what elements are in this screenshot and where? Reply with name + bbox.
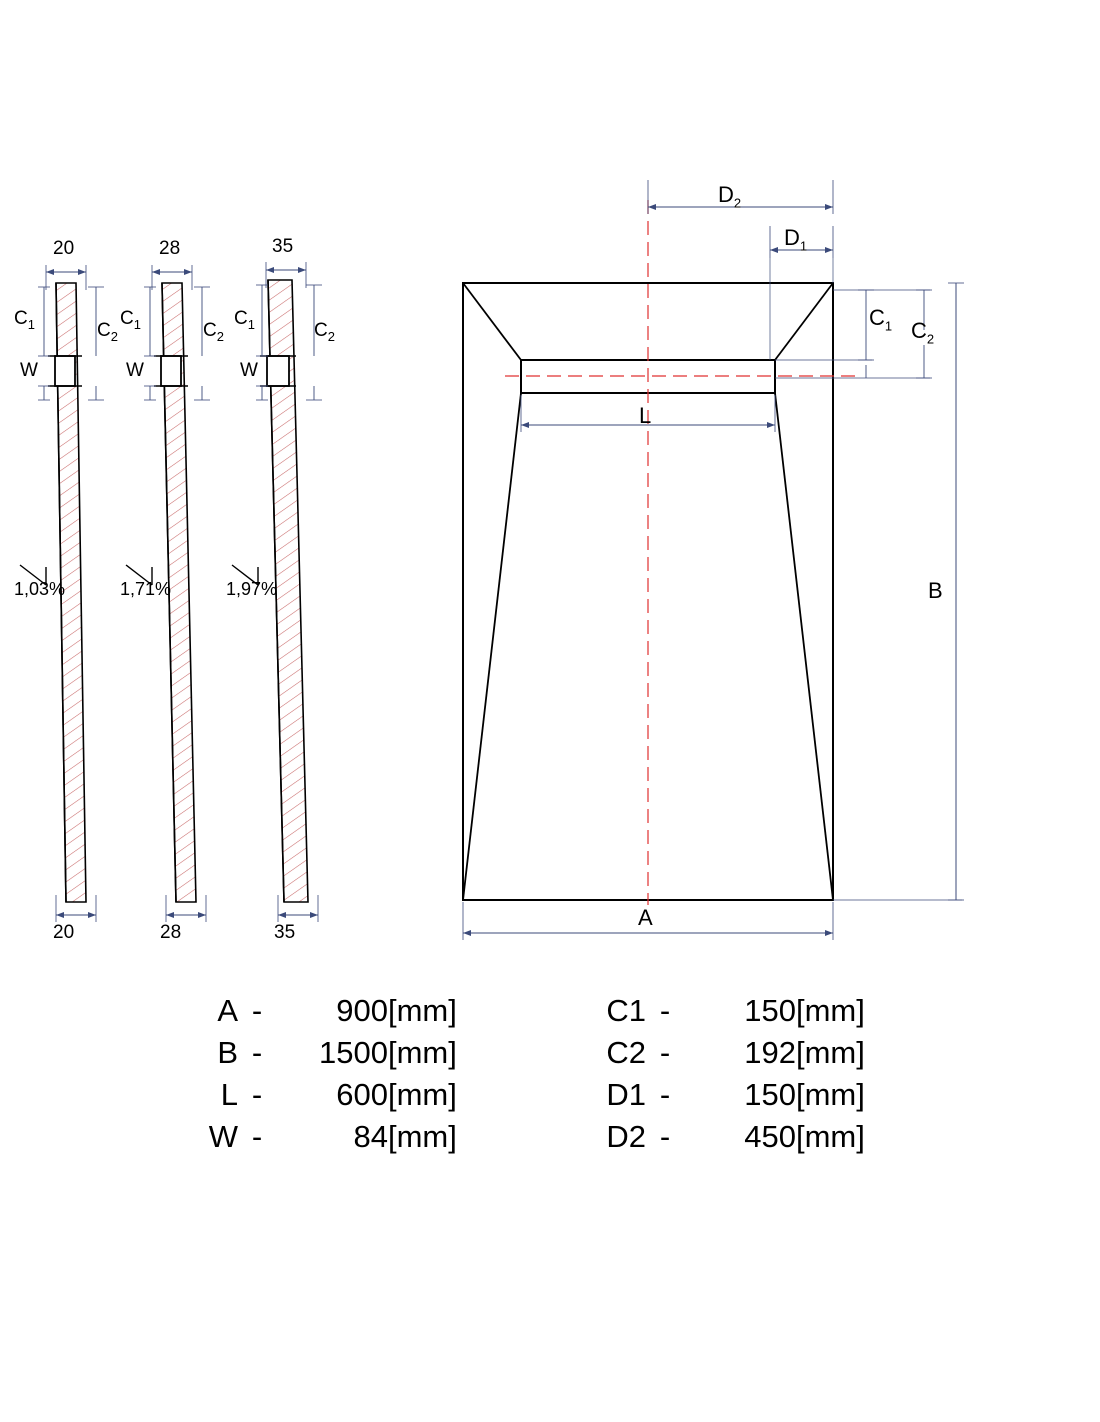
legend-unit-l: [mm] bbox=[388, 1077, 457, 1112]
legend-unit-a: [mm] bbox=[388, 993, 457, 1028]
legend-value-a: 900 bbox=[336, 993, 388, 1028]
legend-unit-d1: [mm] bbox=[796, 1077, 865, 1112]
section-35-c1-label: $C_1$ bbox=[234, 308, 255, 332]
plan-b-label: B bbox=[928, 578, 943, 603]
table-row bbox=[170, 1074, 916, 1116]
section-28-c2-label: $C_2$ bbox=[203, 320, 224, 344]
plan-c1-label: $C_1$ bbox=[869, 305, 893, 334]
legend-table bbox=[170, 990, 916, 1158]
section-20-slope-label: 1,03% bbox=[14, 579, 66, 599]
legend-key-w: W bbox=[208, 1119, 238, 1154]
legend-value-c2: 192 bbox=[744, 1035, 796, 1070]
legend-key-b: B bbox=[217, 1035, 238, 1070]
legend-dash: - bbox=[251, 1035, 263, 1070]
legend-dash: - bbox=[659, 993, 671, 1028]
legend-dash: - bbox=[251, 1077, 263, 1112]
legend-unit-d2: [mm] bbox=[796, 1119, 865, 1154]
section-28-top-thickness-label: 28 bbox=[159, 238, 181, 259]
legend-key-c2: C2 bbox=[606, 1035, 646, 1070]
legend-spacer bbox=[508, 990, 578, 1032]
legend-unit-c2: [mm] bbox=[796, 1035, 865, 1070]
plan-d2-label: $D_2$ bbox=[718, 182, 742, 211]
legend-dash: - bbox=[659, 1077, 671, 1112]
legend-key-a: A bbox=[217, 993, 238, 1028]
section-35-w-label: W bbox=[240, 360, 258, 381]
dimension-legend bbox=[170, 990, 970, 1158]
legend-value-b: 1500 bbox=[319, 1035, 388, 1070]
section-35-bottom-thickness-label: 35 bbox=[274, 922, 296, 943]
section-28-w-label: W bbox=[126, 360, 144, 381]
section-20-w-label: W bbox=[20, 360, 38, 381]
section-20-bottom-thickness-label: 20 bbox=[53, 922, 75, 943]
plan-a-label: A bbox=[638, 905, 653, 930]
plan-l-label: L bbox=[639, 403, 652, 428]
legend-dash: - bbox=[251, 993, 263, 1028]
legend-unit-w: [mm] bbox=[388, 1119, 457, 1154]
legend-value-d1: 150 bbox=[744, 1077, 796, 1112]
legend-key-d1: D1 bbox=[606, 1077, 646, 1112]
plan-d1-label: $D_1$ bbox=[784, 225, 808, 254]
legend-dash: - bbox=[251, 1119, 263, 1154]
table-row bbox=[170, 1116, 916, 1158]
legend-dash: - bbox=[659, 1119, 671, 1154]
legend-value-d2: 450 bbox=[744, 1119, 796, 1154]
table-row bbox=[170, 1032, 916, 1074]
section-35-c2-label: $C_2$ bbox=[314, 320, 335, 344]
legend-spacer bbox=[508, 1032, 578, 1074]
section-35-slope-label: 1,97% bbox=[226, 579, 278, 599]
legend-value-c1: 150 bbox=[744, 993, 796, 1028]
legend-key-c1: C1 bbox=[606, 993, 646, 1028]
legend-dash: - bbox=[659, 1035, 671, 1070]
section-20-c1-label: $C_1$ bbox=[14, 308, 35, 332]
section-28-slope-label: 1,71% bbox=[120, 579, 172, 599]
section-20-top-thickness-label: 20 bbox=[53, 238, 75, 259]
legend-value-l: 600 bbox=[336, 1077, 388, 1112]
section-28-c1-label: $C_1$ bbox=[120, 308, 141, 332]
section-20-c2-label: $C_2$ bbox=[97, 320, 118, 344]
legend-key-d2: D2 bbox=[606, 1119, 646, 1154]
legend-value-w: 84 bbox=[353, 1119, 388, 1154]
legend-spacer bbox=[508, 1116, 578, 1158]
section-28-bottom-thickness-label: 28 bbox=[160, 922, 182, 943]
legend-spacer bbox=[508, 1074, 578, 1116]
legend-unit-b: [mm] bbox=[388, 1035, 457, 1070]
section-35-top-thickness-label: 35 bbox=[272, 236, 294, 257]
legend-key-l: L bbox=[220, 1077, 238, 1112]
table-row bbox=[170, 990, 916, 1032]
legend-unit-c1: [mm] bbox=[796, 993, 865, 1028]
plan-c2-label: $C_2$ bbox=[911, 318, 935, 347]
plan-view-geometry bbox=[463, 180, 964, 940]
